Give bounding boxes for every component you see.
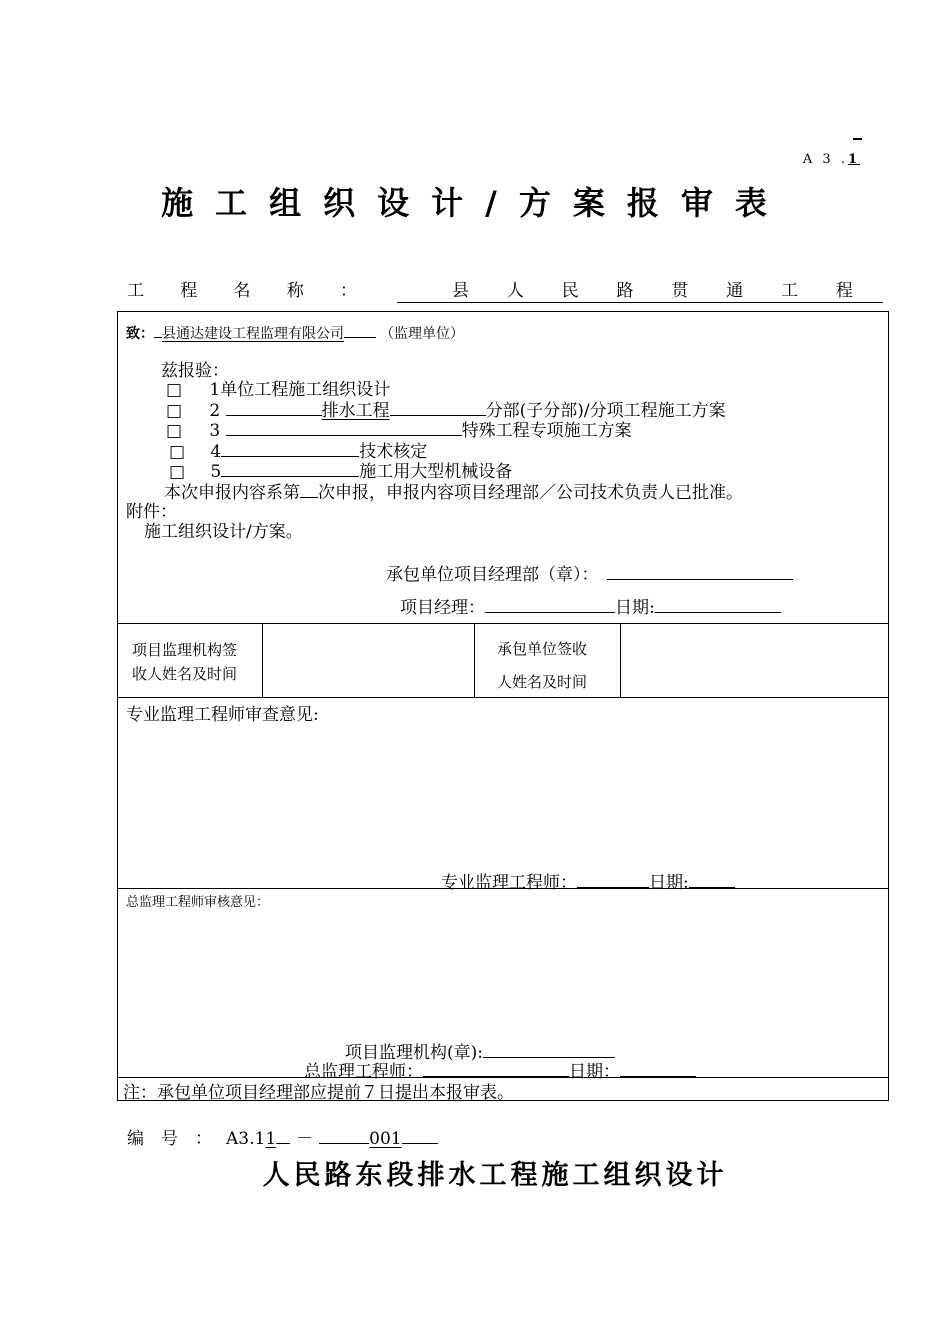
serial-number: 编 号 ： A3.11 － 001	[127, 1124, 438, 1149]
submission-item-4: □ 4 技术核定	[169, 437, 427, 462]
to-line	[126, 320, 464, 343]
chief-org-line: 项目监理机构(章):	[345, 1038, 615, 1063]
submission-item-5: □ 5 施工用大型机械设备	[169, 457, 512, 482]
checkbox-icon[interactable]: □	[169, 442, 186, 462]
checkbox-icon[interactable]: □	[169, 462, 186, 482]
checkbox-icon[interactable]: □	[166, 401, 183, 421]
submission-item-2: □ 2 排水工程 分部(子分部)/分项工程施工方案	[166, 396, 726, 421]
specialist-sign-line: 专业监理工程师： 日期:	[441, 868, 735, 893]
project-plan-title: 人民路东段排水工程施工组织设计	[262, 1160, 728, 1191]
attachment-label: 附件：	[126, 502, 177, 522]
col-divider	[262, 623, 263, 697]
chief-sign-line: 总监理工程师： 日期：	[304, 1057, 696, 1082]
form-code-number: 1	[847, 152, 860, 167]
document-title: 施工组织设计/方案报审表	[161, 184, 789, 222]
chief-heading: 总监理工程师审核意见：	[126, 895, 270, 910]
specialist-heading: 专业监理工程师审查意见:	[126, 705, 319, 725]
col-divider	[620, 623, 621, 697]
attachment-text: 施工组织设计/方案。	[144, 522, 303, 542]
form-code-prefix: A 3 .	[802, 152, 848, 167]
checkbox-icon[interactable]: □	[166, 421, 183, 441]
project-name-label: 工 程 名 称 ：	[127, 281, 357, 301]
form-code-mark	[853, 138, 862, 140]
form-code	[803, 152, 860, 167]
submission-item-3: □ 3 特殊工程专项施工方案	[166, 416, 632, 441]
footnote: 注：承包单位项目经理部应提前７日提出本报审表。	[123, 1083, 514, 1103]
contractor-seal-line: 承包单位项目经理部（章）：	[386, 560, 793, 585]
to-label: 致：	[126, 326, 154, 342]
row-divider	[117, 623, 889, 624]
item-2-fill: 排水工程	[321, 401, 390, 421]
recipient-role: （监理单位）	[380, 326, 464, 342]
submission-intro: 兹报验：	[161, 361, 229, 381]
contractor-receipt-label: 承包单位签收 人姓名及时间	[497, 640, 588, 691]
submission-item-1: □ 1单位工程施工组织设计	[166, 380, 391, 400]
project-name-value: 县 人 民 路 贯 通 工 程	[397, 276, 883, 303]
recipient-name: 县通达建设工程监理有限公司	[162, 326, 344, 342]
supervisor-receipt-label: 项目监理机构签 收人姓名及时间	[132, 641, 238, 683]
col-divider	[474, 623, 475, 697]
manager-line: 项目经理： 日期:	[400, 593, 781, 618]
checkbox-icon[interactable]: □	[166, 380, 183, 400]
submission-statement: 本次申报内容系第 次申报，申报内容项目经理部／公司技术负责人已批准。	[164, 478, 743, 503]
